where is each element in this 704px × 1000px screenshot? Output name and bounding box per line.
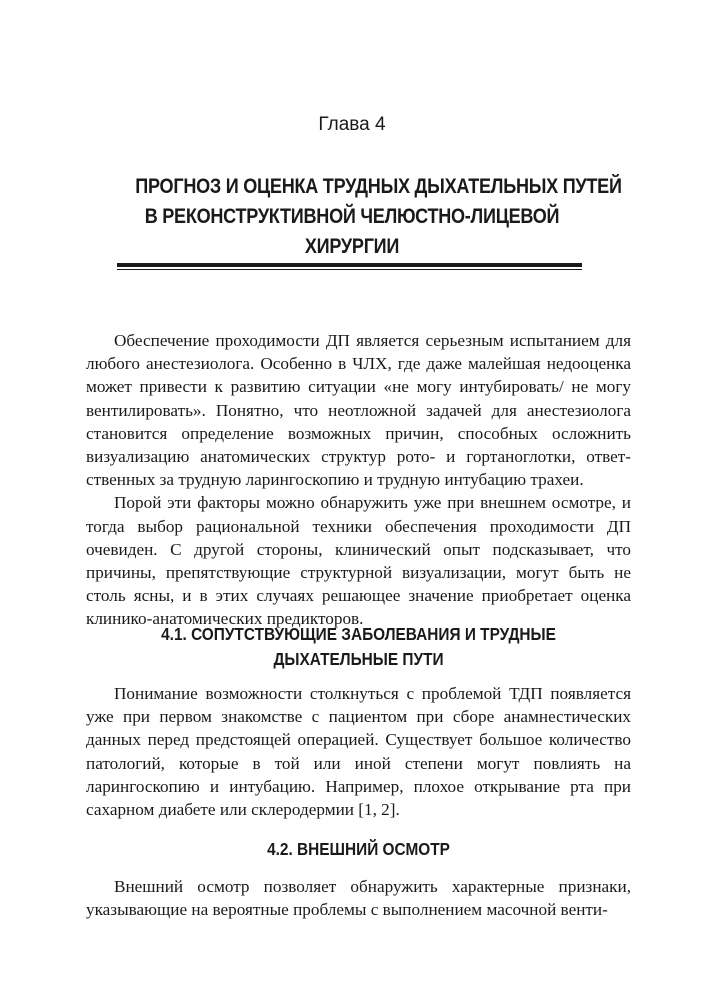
section-4-1-title <box>119 622 599 672</box>
title-rule-thin <box>117 269 582 270</box>
chapter-title-line-1: ПРОГНОЗ И ОЦЕНКА ТРУДНЫХ ДЫХАТЕЛЬНЫХ ПУТЕЙ <box>135 175 622 198</box>
section-4-1-text <box>86 682 631 821</box>
section-4-2-title-line: 4.2. ВНЕШНИЙ ОСМОТР <box>267 839 450 859</box>
section-4-1-title-line-1: 4.1. СОПУТСТВУЮЩИЕ ЗАБОЛЕВАНИЯ И ТРУДНЫЕ <box>161 624 556 644</box>
section-4-2-title <box>119 837 599 862</box>
chapter-title-line-2: В РЕКОНСТРУКТИВНОЙ ЧЕЛЮСТНО-ЛИЦЕВОЙ <box>144 205 560 228</box>
intro-text <box>86 329 631 631</box>
chapter-label: Глава 4 <box>318 114 386 135</box>
chapter-title <box>135 172 622 262</box>
intro-paragraph-2: Порой эти факторы можно обнаружить уже при внешнем осмотре, и тогда выбор рациональной техники обеспечения проходимости ДП очевиден. С другой стороны, клинический опыт подсказывает, что причины, препятствующие структурной визуализации, могут быть не столь ясны, и в этих случаях решающее значение приобретает оценка клинико-анатомических предикторов. <box>86 493 631 629</box>
intro-paragraph-1: Обеспечение проходимости ДП является серьезным испытанием для любого анестезиолога. Особенно в ЧЛХ, где даже малейшая недооценка может привести к развитию ситуации «не могу интубировать/ не могу вентилировать». Понятно, что неотложной задачей для анестезиолога становится определение возможных причин, способных осложнить визуализацию анатомических структур рото- и гортаноглотки, ответственных за трудную ларингоскопию и трудную интубацию трахеи. <box>86 331 631 490</box>
section-4-2-paragraph: Внешний осмотр позволяет обнаружить характерные признаки, указывающие на вероятные проблемы с выполнением масочной венти- <box>86 877 631 920</box>
title-rule-thick <box>117 263 582 267</box>
section-4-1-title-line-2: ДЫХАТЕЛЬНЫЕ ПУТИ <box>273 649 444 669</box>
section-4-1-paragraph: Понимание возможности столкнуться с проблемой ТДП появляется уже при первом знакомстве с пациентом при сборе анамнестических данных перед предстоящей операцией. Существует большое количество патологий, которые в той или иной степени могут повлиять на ларингоскопию и интубацию. Например, плохое открывание рта при сахарном диабете или склеродермии [1, 2]. <box>86 684 631 820</box>
chapter-title-line-3: ХИРУРГИИ <box>304 235 400 258</box>
section-4-2-text <box>86 875 631 921</box>
